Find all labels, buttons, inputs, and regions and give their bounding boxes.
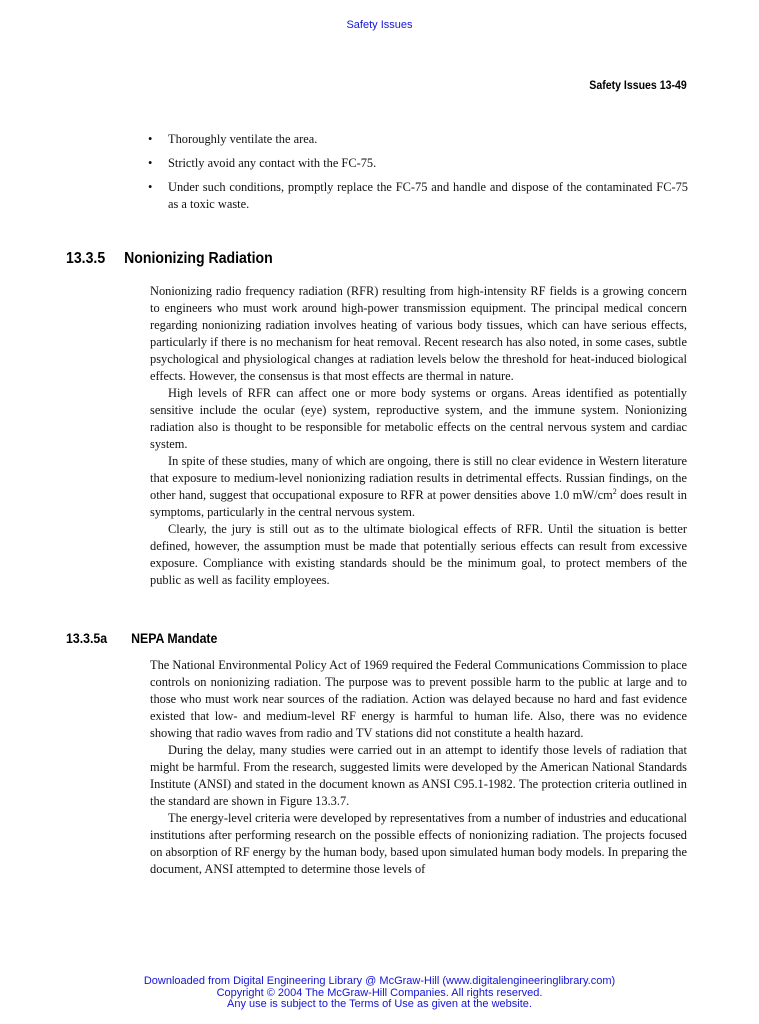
section-title: Nonionizing Radiation [124, 250, 273, 267]
bullet-text: Strictly avoid any contact with the FC-75. [168, 156, 377, 170]
bullet-icon: • [148, 132, 153, 146]
running-head: Safety Issues 13-49 [589, 78, 687, 92]
footer-terms-link[interactable]: Any use is subject to the Terms of Use as given at the website. [227, 998, 532, 1010]
section-title: NEPA Mandate [131, 630, 218, 646]
footer [0, 976, 759, 1011]
footer-download-link[interactable]: Downloaded from Digital Engineering Library @ McGraw-Hill (www.digitalengineeringlibrary.com) [143, 975, 616, 987]
footer-copyright[interactable]: Copyright © 2004 The McGraw-Hill Companies. All rights reserved. [216, 986, 543, 999]
list-item [148, 179, 688, 213]
paragraph: During the delay, many studies were carried out in an attempt to identify those levels of radiation that might be harmful. From the research, suggested limits were developed by the American National Standards Institute (ANSI) and stated in the document known as ANSI C95.1-1982. The protection criteria outlined in the standard are shown in Figure 13.3.7. [150, 743, 687, 808]
paragraph: Clearly, the jury is still out as to the ultimate biological effects of RFR. Until the situation is better defined, however, the assumption must be made that potentially serious effects can result from excessive exposure. Compliance with existing standards should be the minimum goal, to protect members of the public as well as facility employees. [150, 522, 687, 587]
section-heading-nepa-mandate [66, 630, 217, 646]
section-number: 13.3.5 [66, 250, 106, 267]
paragraph: The National Environmental Policy Act of 1969 required the Federal Communications Commission to place controls on nonionizing radiation. The purpose was to prevent possible harm to the public at large and to those who must work near sources of the radiation. Action was delayed because no hard and fast evidence existed that low- and medium-level RF energy is harmful to human life. Also, there was no evidence showing that radio waves from radio and TV stations did not constitute a health hazard. [150, 658, 687, 740]
section-number: 13.3.5a [66, 630, 108, 646]
top-link-safety-issues[interactable]: Safety Issues [346, 19, 413, 31]
paragraph: The energy-level criteria were developed by representatives from a number of industries and educational institutions after performing research on the possible effects of nonionizing radiation. The projects focused on absorption of RF energy by the human body, based upon simulated human body models. In preparing the document, ANSI attempted to determine those levels of [150, 811, 687, 876]
paragraph-tail: does result in symptoms, particularly in the central nervous system. [150, 488, 687, 519]
paragraph: High levels of RFR can affect one or more body systems or organs. Areas identified as potentially sensitive include the ocular (eye) system, reproductive system, and the immune system. Nonionizing radiation also is thought to be responsible for metabolic effects on the central nervous system and cardiac system. [150, 386, 687, 451]
bullet-list [148, 131, 688, 220]
section-body-nepa-mandate [150, 657, 687, 878]
bullet-text: Thoroughly ventilate the area. [168, 132, 318, 146]
section-body-nonionizing-radiation [150, 283, 687, 589]
bullet-text: Under such conditions, promptly replace the FC-75 and handle and dispose of the contaminated FC-75 as a toxic waste. [168, 180, 688, 211]
superscript: 2 [612, 486, 617, 496]
list-item [148, 131, 688, 148]
paragraph-lead: In spite of these studies, many of which are ongoing, there is still no clear evidence in Western literature that exposure to medium-level nonionizing radiation results in detrimental effects. Russian findings, on the other hand, suggest that occupational exposure to RFR at power densities above 1.0 mW/cm [150, 454, 687, 502]
paragraph: Nonionizing radio frequency radiation (RFR) resulting from high-intensity RF fields is a growing concern to engineers who must work around high-power transmission equipment. The principal medical concern regarding nonionizing radiation involves heating of various body tissues, which can have serious effects, particularly if there is no mechanism for heat removal. Recent research has also noted, in some cases, subtle psychological and physiological changes at radiation levels below the threshold for heat-induced biological effects. However, the consensus is that most effects are thermal in nature. [150, 284, 687, 383]
paragraph [150, 453, 687, 521]
bullet-icon: • [148, 180, 153, 194]
section-heading-nonionizing-radiation [66, 250, 273, 268]
list-item [148, 155, 688, 172]
bullet-icon: • [148, 156, 153, 170]
